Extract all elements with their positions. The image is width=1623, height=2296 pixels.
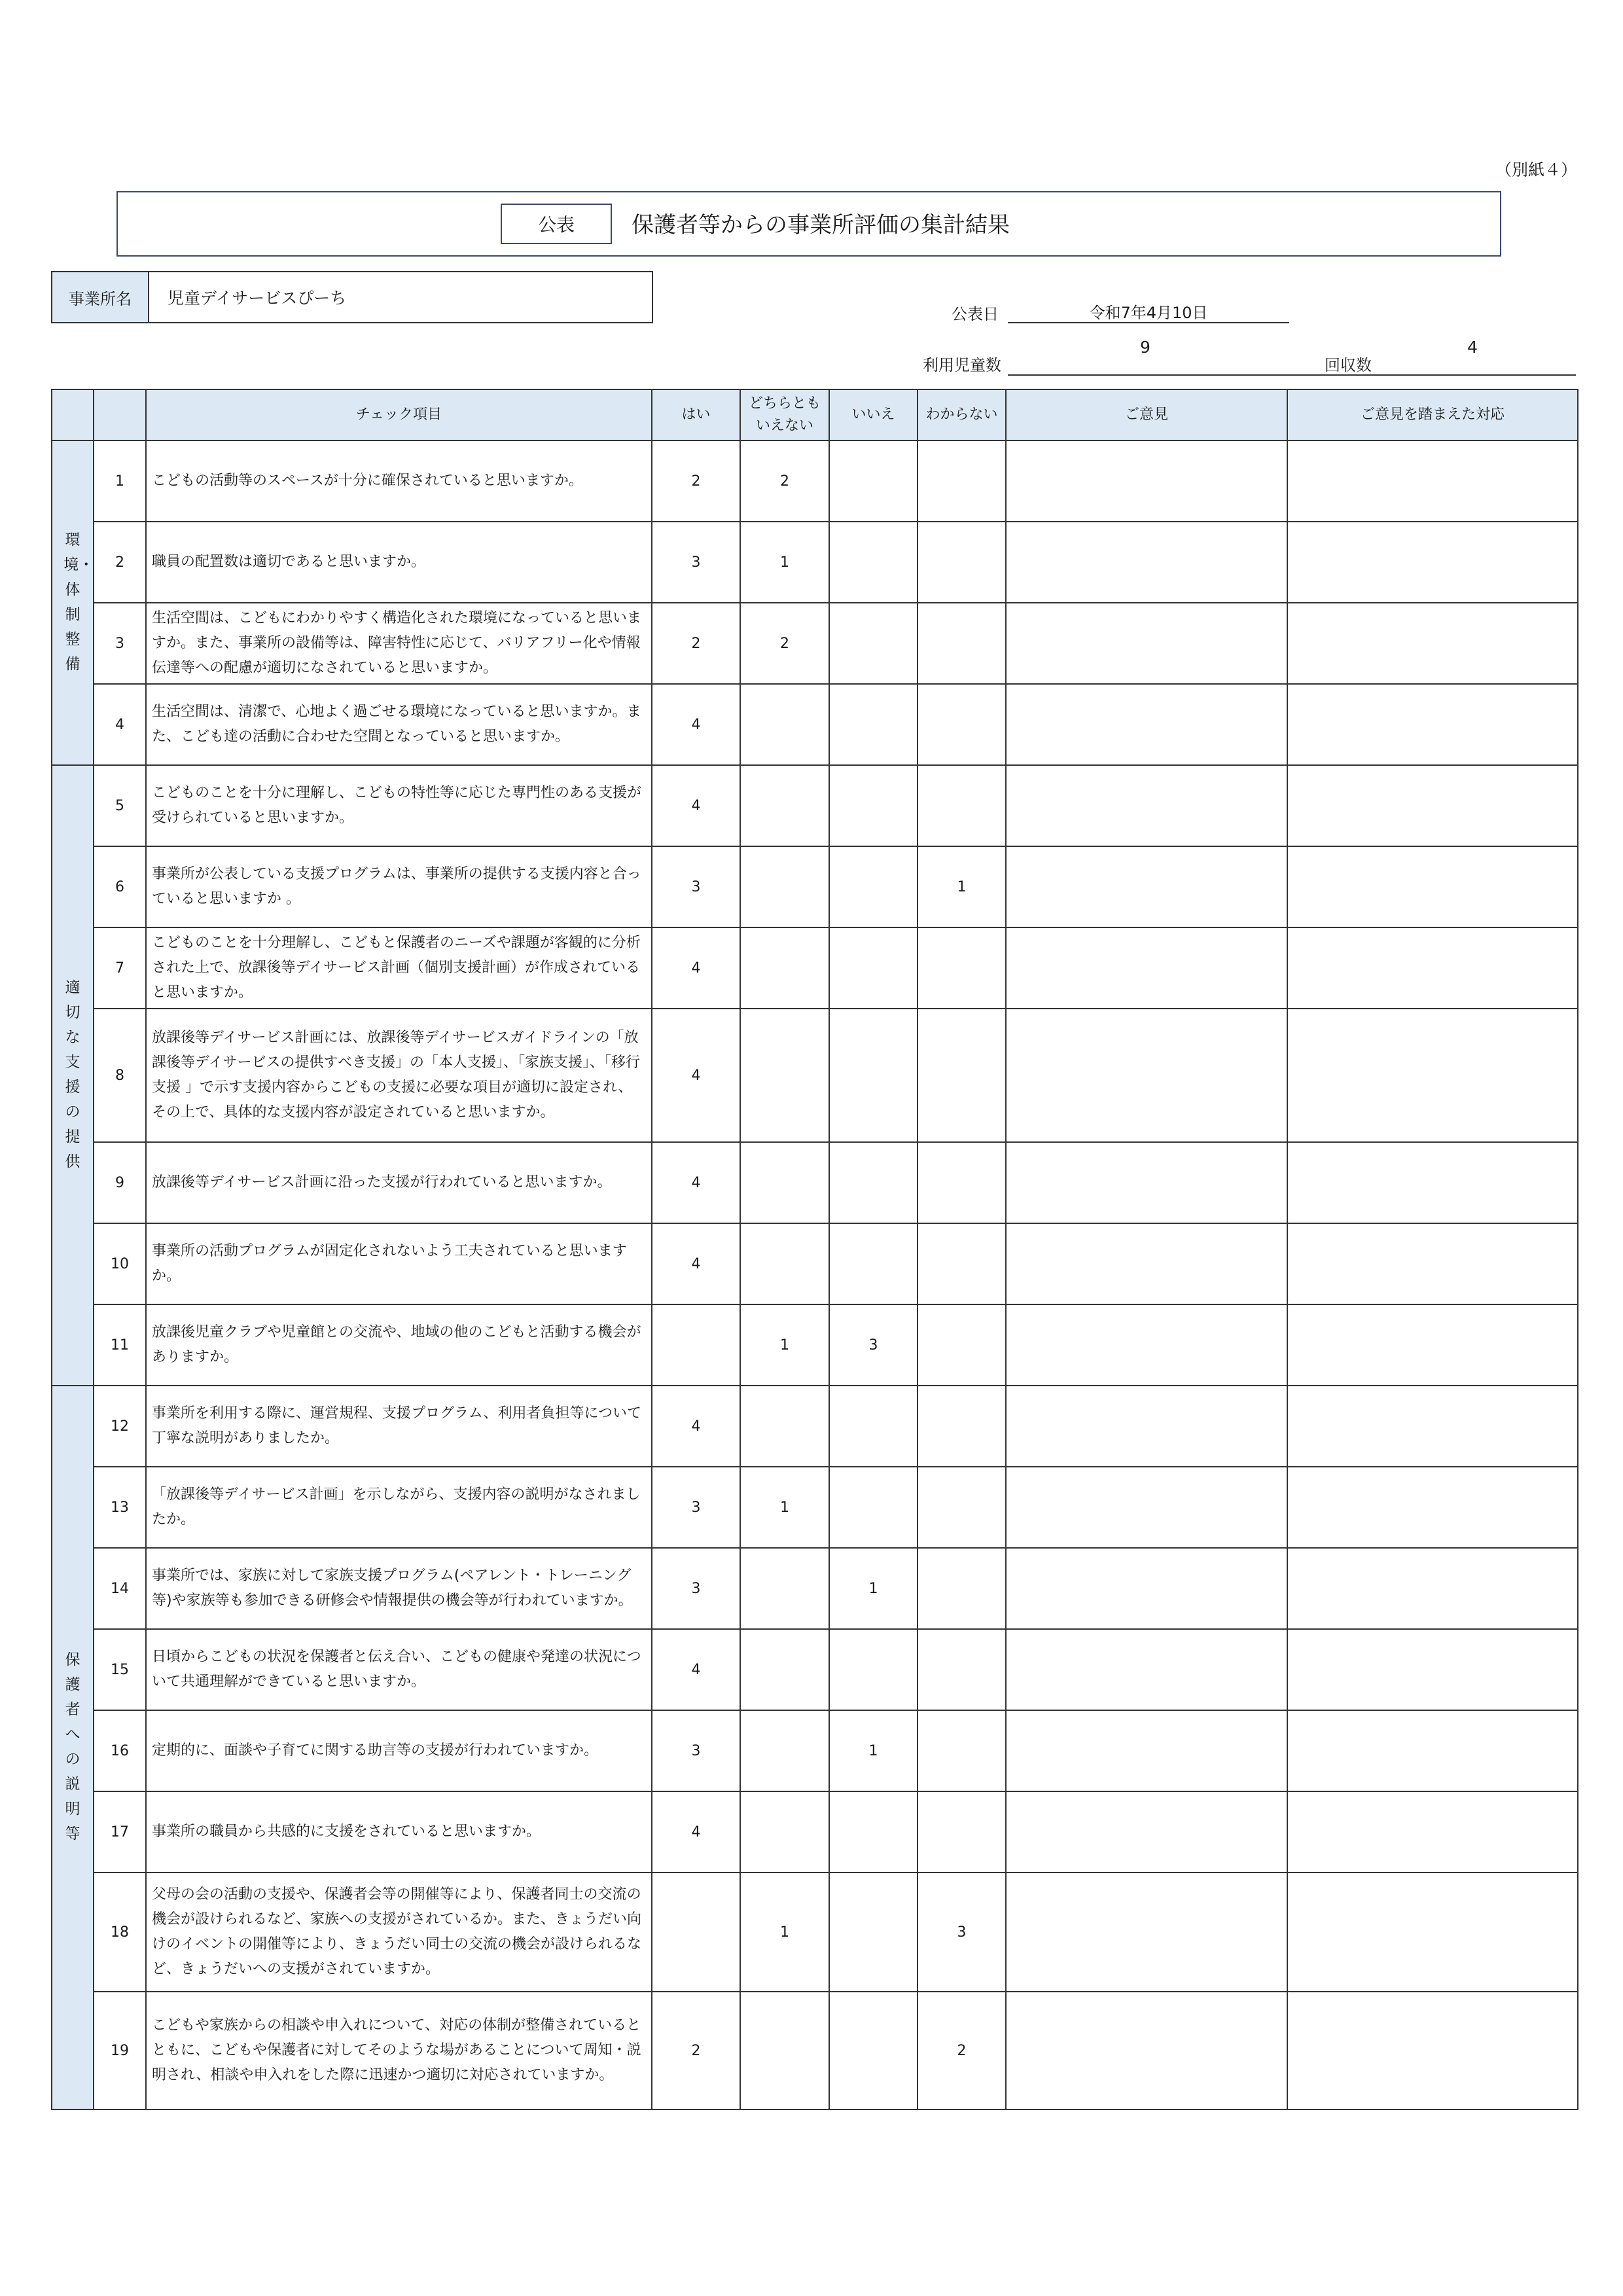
office-label: 事業所名 (52, 272, 149, 322)
opinion-cell (1006, 1710, 1287, 1791)
count-neither (740, 1386, 829, 1467)
item-number: 4 (94, 684, 146, 765)
count-neither: 1 (740, 1467, 829, 1548)
header-number-col (94, 389, 146, 440)
question-text: 父母の会の活動の支援や、保護者会等の開催等により、保護者同士の交流の機会が設けられるなど、家族への支援がされているか。また、きょうだい向けのイベントの開催等により、きょうだい同士の交流の機会が設けられるなど、きょうだいへの支援がされていますか。 (146, 1873, 652, 1992)
count-neither: 1 (740, 1304, 829, 1386)
count-yes: 4 (652, 1791, 740, 1873)
response-cell (1287, 1791, 1578, 1873)
count-neither (740, 1992, 829, 2109)
count-yes: 3 (652, 1467, 740, 1548)
count-unknown (918, 1223, 1006, 1304)
count-yes: 4 (652, 1142, 740, 1223)
response-cell (1287, 684, 1578, 765)
question-text: 生活空間は、清潔で、心地よく過ごせる環境になっていると思いますか。また、こども達の活動に合わせた空間となっていると思いますか。 (146, 684, 652, 765)
count-no (829, 1791, 918, 1873)
count-yes: 3 (652, 1548, 740, 1629)
question-text: 日頃からこどもの状況を保護者と伝え合い、こどもの健康や発達の状況について共通理解ができていると思いますか。 (146, 1629, 652, 1710)
count-neither (740, 1142, 829, 1223)
count-no (829, 522, 918, 603)
section-label-cell (52, 1386, 94, 2109)
survey-body (52, 440, 1578, 2109)
item-number: 9 (94, 1142, 146, 1223)
count-unknown (918, 765, 1006, 846)
count-unknown: 3 (918, 1873, 1006, 1992)
count-yes: 4 (652, 1223, 740, 1304)
opinion-cell (1006, 1992, 1287, 2109)
count-unknown (918, 1548, 1006, 1629)
count-neither (740, 1009, 829, 1142)
question-text: 事業所の職員から共感的に支援をされていると思いますか。 (146, 1791, 652, 1873)
count-yes: 2 (652, 440, 740, 522)
header-row (52, 389, 1578, 440)
user-count-label: 利用児童数 (923, 356, 1001, 374)
count-neither: 2 (740, 440, 829, 522)
table-row (52, 1710, 1578, 1791)
count-no: 3 (829, 1304, 918, 1386)
count-yes: 4 (652, 927, 740, 1009)
count-no: 1 (829, 1548, 918, 1629)
question-text: 事業所が公表している支援プログラムは、事業所の提供する支援内容と合っていると思いますか 。 (146, 846, 652, 927)
opinion-cell (1006, 765, 1287, 846)
opinion-cell (1006, 1223, 1287, 1304)
count-no: 1 (829, 1710, 918, 1791)
response-cell (1287, 765, 1578, 846)
table-row (52, 1873, 1578, 1992)
count-unknown (918, 603, 1006, 684)
response-cell (1287, 1873, 1578, 1992)
count-no (829, 765, 918, 846)
header-section-col (52, 389, 94, 440)
opinion-cell (1006, 1873, 1287, 1992)
survey-table (51, 389, 1578, 2110)
item-number: 11 (94, 1304, 146, 1386)
header-neither-line1: どちらとも (748, 395, 821, 412)
count-yes: 4 (652, 1009, 740, 1142)
item-number: 19 (94, 1992, 146, 2109)
table-row (52, 603, 1578, 684)
table-row (52, 1386, 1578, 1467)
count-no (829, 1386, 918, 1467)
count-neither: 1 (740, 1873, 829, 1992)
count-unknown (918, 522, 1006, 603)
question-text: 職員の配置数は適切であると思いますか。 (146, 522, 652, 603)
count-yes: 2 (652, 603, 740, 684)
office-name: 児童デイサービスぴーち (168, 289, 347, 308)
table-row (52, 1223, 1578, 1304)
table-row (52, 927, 1578, 1009)
item-number: 10 (94, 1223, 146, 1304)
count-no (829, 1223, 918, 1304)
office-box (51, 271, 653, 323)
count-neither (740, 846, 829, 927)
opinion-cell (1006, 1548, 1287, 1629)
response-cell (1287, 1710, 1578, 1791)
count-no (829, 1629, 918, 1710)
public-tag: 公表 (501, 204, 612, 244)
response-count-label: 回収数 (1325, 356, 1372, 374)
count-no (829, 846, 918, 927)
opinion-cell (1006, 1304, 1287, 1386)
count-unknown (918, 1629, 1006, 1710)
opinion-cell (1006, 522, 1287, 603)
question-text: 事業所の活動プログラムが固定化されないよう工夫されていると思いますか。 (146, 1223, 652, 1304)
table-row (52, 846, 1578, 927)
response-cell (1287, 1467, 1578, 1548)
opinion-cell (1006, 1467, 1287, 1548)
opinion-cell (1006, 1629, 1287, 1710)
count-yes: 4 (652, 1386, 740, 1467)
response-cell (1287, 846, 1578, 927)
count-yes: 3 (652, 522, 740, 603)
section-label-cell (52, 765, 94, 1386)
opinion-cell (1006, 603, 1287, 684)
table-row (52, 1467, 1578, 1548)
response-cell (1287, 440, 1578, 522)
count-yes: 4 (652, 765, 740, 846)
count-no (829, 1009, 918, 1142)
opinion-cell (1006, 440, 1287, 522)
count-yes (652, 1304, 740, 1386)
count-yes: 2 (652, 1992, 740, 2109)
question-text: 生活空間は、こどもにわかりやすく構造化された環境になっていると思いますか。また、事業所の設備等は、障害特性に応じて、バリアフリー化や情報伝達等への配慮が適切になされていると思いますか。 (146, 603, 652, 684)
header-response: ご意見を踏まえた対応 (1287, 389, 1578, 440)
item-number: 1 (94, 440, 146, 522)
question-text: こどもの活動等のスペースが十分に確保されていると思いますか。 (146, 440, 652, 522)
count-neither (740, 1548, 829, 1629)
question-text: こどものことを十分理解し、こどもと保護者のニーズや課題が客観的に分析された上で、放課後等デイサービス計画（個別支援計画）が作成されていると思いますか。 (146, 927, 652, 1009)
count-underline (1008, 374, 1576, 376)
title-banner (116, 191, 1501, 257)
header-neither (740, 389, 829, 440)
count-unknown (918, 1791, 1006, 1873)
response-cell (1287, 1304, 1578, 1386)
table-row (52, 1304, 1578, 1386)
user-count: 9 (1140, 338, 1150, 357)
opinion-cell (1006, 927, 1287, 1009)
count-no (829, 684, 918, 765)
header-no: いいえ (829, 389, 918, 440)
opinion-cell (1006, 1009, 1287, 1142)
response-cell (1287, 1223, 1578, 1304)
question-text: 定期的に、面談や子育てに関する助言等の支援が行われていますか。 (146, 1710, 652, 1791)
count-neither (740, 927, 829, 1009)
count-unknown: 1 (918, 846, 1006, 927)
count-unknown (918, 927, 1006, 1009)
header-unknown: わからない (918, 389, 1006, 440)
table-row (52, 1548, 1578, 1629)
count-neither (740, 684, 829, 765)
count-no (829, 440, 918, 522)
question-text: 事業所を利用する際に、運営規程、支援プログラム、利用者負担等について丁寧な説明がありましたか。 (146, 1386, 652, 1467)
count-neither (740, 1223, 829, 1304)
table-row (52, 1629, 1578, 1710)
opinion-cell (1006, 684, 1287, 765)
opinion-cell (1006, 1791, 1287, 1873)
count-neither (740, 1791, 829, 1873)
item-number: 17 (94, 1791, 146, 1873)
count-unknown (918, 1304, 1006, 1386)
item-number: 15 (94, 1629, 146, 1710)
response-cell (1287, 603, 1578, 684)
response-cell (1287, 522, 1578, 603)
count-no (829, 1873, 918, 1992)
count-no (829, 1992, 918, 2109)
item-number: 7 (94, 927, 146, 1009)
publish-date-underline (1008, 322, 1289, 323)
count-neither: 1 (740, 522, 829, 603)
count-unknown (918, 1142, 1006, 1223)
question-text: 「放課後等デイサービス計画」を示しながら、支援内容の説明がなされましたか。 (146, 1467, 652, 1548)
item-number: 5 (94, 765, 146, 846)
item-number: 3 (94, 603, 146, 684)
question-text: こどものことを十分に理解し、こどもの特性等に応じた専門性のある支援が受けられていると思いますか。 (146, 765, 652, 846)
opinion-cell (1006, 1386, 1287, 1467)
response-cell (1287, 1386, 1578, 1467)
item-number: 6 (94, 846, 146, 927)
header-yes: はい (652, 389, 740, 440)
question-text: 放課後等デイサービス計画に沿った支援が行われていると思いますか。 (146, 1142, 652, 1223)
count-unknown (918, 1386, 1006, 1467)
item-number: 16 (94, 1710, 146, 1791)
response-cell (1287, 1009, 1578, 1142)
publish-date: 令和7年4月10日 (1089, 304, 1208, 322)
item-number: 14 (94, 1548, 146, 1629)
header-check-item: チェック項目 (146, 389, 652, 440)
page-title: 保護者等からの事業所評価の集計結果 (632, 212, 1010, 238)
count-neither (740, 1629, 829, 1710)
response-cell (1287, 927, 1578, 1009)
count-unknown (918, 1467, 1006, 1548)
count-unknown (918, 1009, 1006, 1142)
item-number: 2 (94, 522, 146, 603)
table-row (52, 522, 1578, 603)
count-yes: 3 (652, 846, 740, 927)
table-row (52, 684, 1578, 765)
question-text: 事業所では、家族に対して家族支援プログラム(ペアレント・トレーニング等)や家族等も参加できる研修会や情報提供の機会等が行われていますか。 (146, 1548, 652, 1629)
opinion-cell (1006, 846, 1287, 927)
attachment-label: （別紙４） (1495, 160, 1577, 179)
count-no (829, 1142, 918, 1223)
response-count: 4 (1467, 338, 1478, 357)
count-yes: 3 (652, 1710, 740, 1791)
section-label-cell (52, 440, 94, 765)
count-unknown (918, 684, 1006, 765)
count-yes (652, 1873, 740, 1992)
item-number: 8 (94, 1009, 146, 1142)
table-row (52, 765, 1578, 846)
count-yes: 4 (652, 684, 740, 765)
count-no (829, 927, 918, 1009)
count-no (829, 603, 918, 684)
count-no (829, 1467, 918, 1548)
question-text: こどもや家族からの相談や申入れについて、対応の体制が整備されているとともに、こどもや保護者に対してそのような場があることについて周知・説明され、相談や申入れをした際に迅速かつ適切に対応されていますか。 (146, 1992, 652, 2109)
table-row (52, 1009, 1578, 1142)
question-text: 放課後児童クラブや児童館との交流や、地域の他のこどもと活動する機会がありますか。 (146, 1304, 652, 1386)
table-row (52, 1791, 1578, 1873)
item-number: 18 (94, 1873, 146, 1992)
publish-date-label: 公表日 (952, 305, 999, 323)
table-row (52, 1142, 1578, 1223)
header-neither-line2: いえない (755, 418, 813, 434)
count-unknown: 2 (918, 1992, 1006, 2109)
count-neither: 2 (740, 603, 829, 684)
section-label: 環境・体制整備 (63, 531, 94, 673)
opinion-cell (1006, 1142, 1287, 1223)
table-row (52, 1992, 1578, 2109)
count-unknown (918, 440, 1006, 522)
count-neither (740, 765, 829, 846)
count-neither (740, 1710, 829, 1791)
response-cell (1287, 1548, 1578, 1629)
response-cell (1287, 1992, 1578, 2109)
response-cell (1287, 1629, 1578, 1710)
item-number: 13 (94, 1467, 146, 1548)
question-text: 放課後等デイサービス計画には、放課後等デイサービスガイドラインの「放課後等デイサービスの提供すべき支援」の「本人支援」、「家族支援」、「移行支援 」で示す支援内容からこどもの支援に必要な項目が適切に設定され、その上で、具体的な支援内容が設定されていると思いますか。 (146, 1009, 652, 1142)
count-yes: 4 (652, 1629, 740, 1710)
item-number: 12 (94, 1386, 146, 1467)
response-cell (1287, 1142, 1578, 1223)
count-unknown (918, 1710, 1006, 1791)
table-row (52, 440, 1578, 522)
header-opinion: ご意見 (1006, 389, 1287, 440)
section-label: 適切な支援の提供 (65, 979, 80, 1170)
section-label: 保護者への説明等 (65, 1651, 80, 1842)
